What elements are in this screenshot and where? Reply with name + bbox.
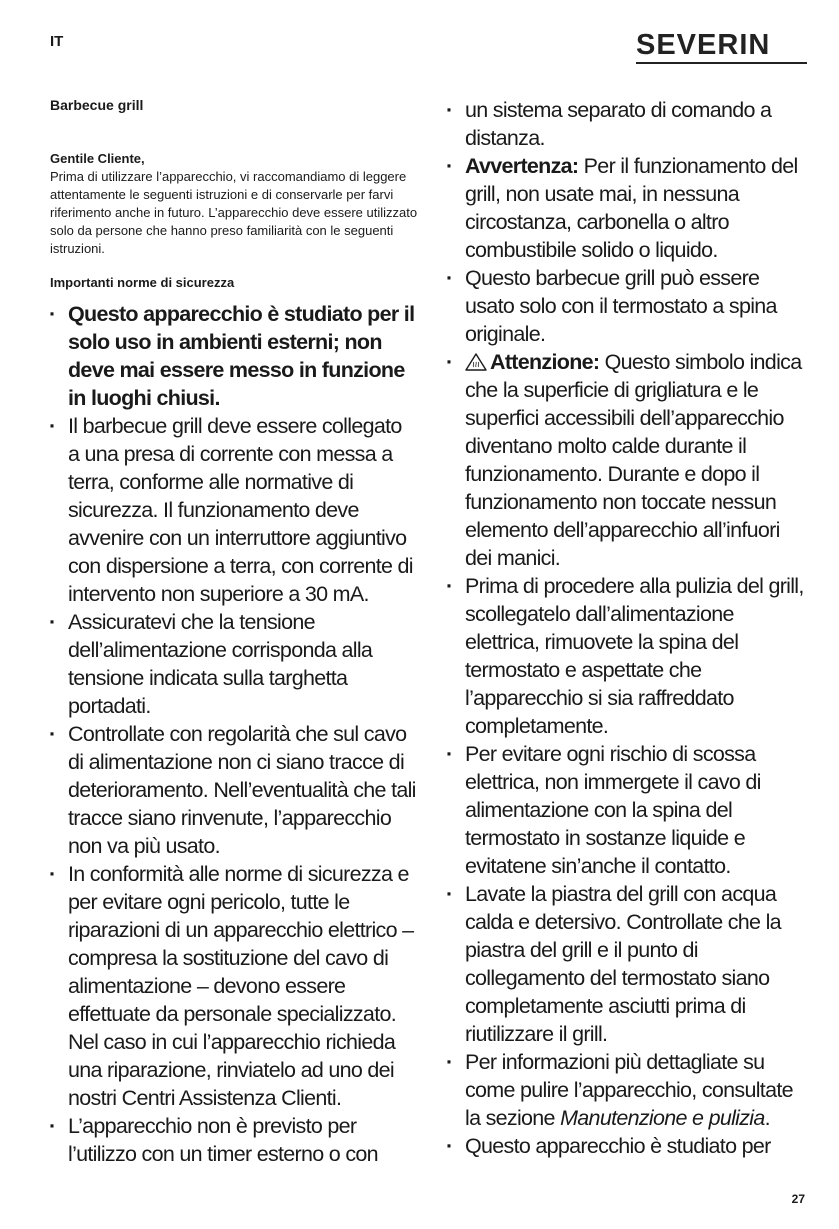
warning-text: Per il funzionamento del grill, non usate mai, in nessuna circostanza, carbonella o altro combustibile solido o liquido. [465,154,798,262]
safety-item-outdoor-only: · Questo apparecchio è studiato per il solo uso in ambienti esterni; non deve mai essere messo in funzione in luoghi chiusi. [50,300,418,412]
safety-item-wash-plate: · Lavate la piastra del grill con acqua calda e detersivo. Controllate che la piastra del grill e il punto di collegamento del termostato siano completamente asciutti prima di riutilizzare il grill. [447,880,809,1048]
safety-item-fuel-warning [447,152,809,264]
safety-item-timer-continuation: · un sistema separato di comando a distanza. [447,96,809,152]
brand-logo [636,30,807,64]
safety-list-right [447,96,809,1160]
safety-item-last: · Questo apparecchio è studiato per [447,1132,809,1160]
safety-item-no-immersion: · Per evitare ogni rischio di scossa elettrica, non immergete il cavo di alimentazione con la spina del termostato in sostanze liquide e evitatene sin’anche il contatto. [447,740,809,880]
brand-logo-underline [636,62,807,64]
safety-item-more-info [447,1048,809,1132]
safety-item-cleaning-unplug: · Prima di procedere alla pulizia del grill, scollegatelo dall’alimentazione elettrica, rimuovete la spina del termostato e aspettate che l’apparecchio si sia raffreddato completamente. [447,572,809,740]
safety-item-cable-check: · Controllate con regolarità che sul cavo di alimentazione non ci siano tracce di deterioramento. Nell’eventualità che tali tracce siano rinvenute, l’apparecchio non va più usato. [50,720,418,860]
greeting-paragraph [50,150,418,258]
attention-label: Attenzione: [490,350,600,374]
safety-item-repairs: · In conformità alle norme di sicurezza e per evitare ogni pericolo, tutte le riparazioni di un apparecchio elettrico – compresa la sostituzione del cavo di alimentazione – devono essere effettuate da personale specializzato. Nel caso in cui l’apparecchio richieda una riparazione, rinviatelo ad uno dei nostri Centri Assistenza Clienti. [50,860,418,1112]
safety-item-thermostat: · Questo barbecue grill può essere usato solo con il termostato a spina originale. [447,264,809,348]
attention-text: Questo simbolo indica che la superficie di grigliatura e le superfici accessibili dell’apparecchio diventano molto calde durante il funzionamento. Durante e dopo il funzionamento non toccate nessun elemento dell’apparecchio all’infuori dei manici. [465,350,802,570]
safety-item-hot-surface [447,348,809,572]
maintenance-section-reference: Manutenzione e pulizia [560,1106,765,1130]
page-number: 27 [791,1192,805,1206]
info-text: Per informazioni più dettagliate su come pulire l’apparecchio, consultate la sezione [465,1050,793,1130]
left-column [50,96,418,1168]
safety-item-grounding: · Il barbecue grill deve essere collegato a una presa di corrente con messa a terra, conforme alle normative di sicurezza. Il funzionamento deve avvenire con un interruttore aggiuntivo con dispersione a terra, con corrente di intervento non superiore a 30 mA. [50,412,418,608]
safety-heading: Importanti norme di sicurezza [50,275,235,290]
hot-surface-warning-icon [465,353,487,371]
brand-logo-text: SEVERIN [636,29,771,61]
page-title: Barbecue grill [50,97,144,113]
right-column [447,96,809,1160]
safety-list-left [50,300,418,1168]
info-suffix: . [764,1106,770,1130]
safety-item-timer: · L’apparecchio non è previsto per l’utilizzo con un timer esterno o con [50,1112,418,1168]
greeting-salutation: Gentile Cliente, [50,151,145,166]
warning-label: Avvertenza: [465,154,579,178]
language-code: IT [50,33,64,50]
greeting-body: Prima di utilizzare l’apparecchio, vi raccomandiamo di leggere attentamente le seguenti istruzioni e di conservarle per farvi riferimento anche in futuro. L’apparecchio deve essere utilizzato solo da persone che hanno preso familiarità con le seguenti istruzioni. [50,169,418,256]
safety-item-voltage: · Assicuratevi che la tensione dell’alimentazione corrisponda alla tensione indicata sulla targhetta portadati. [50,608,418,720]
